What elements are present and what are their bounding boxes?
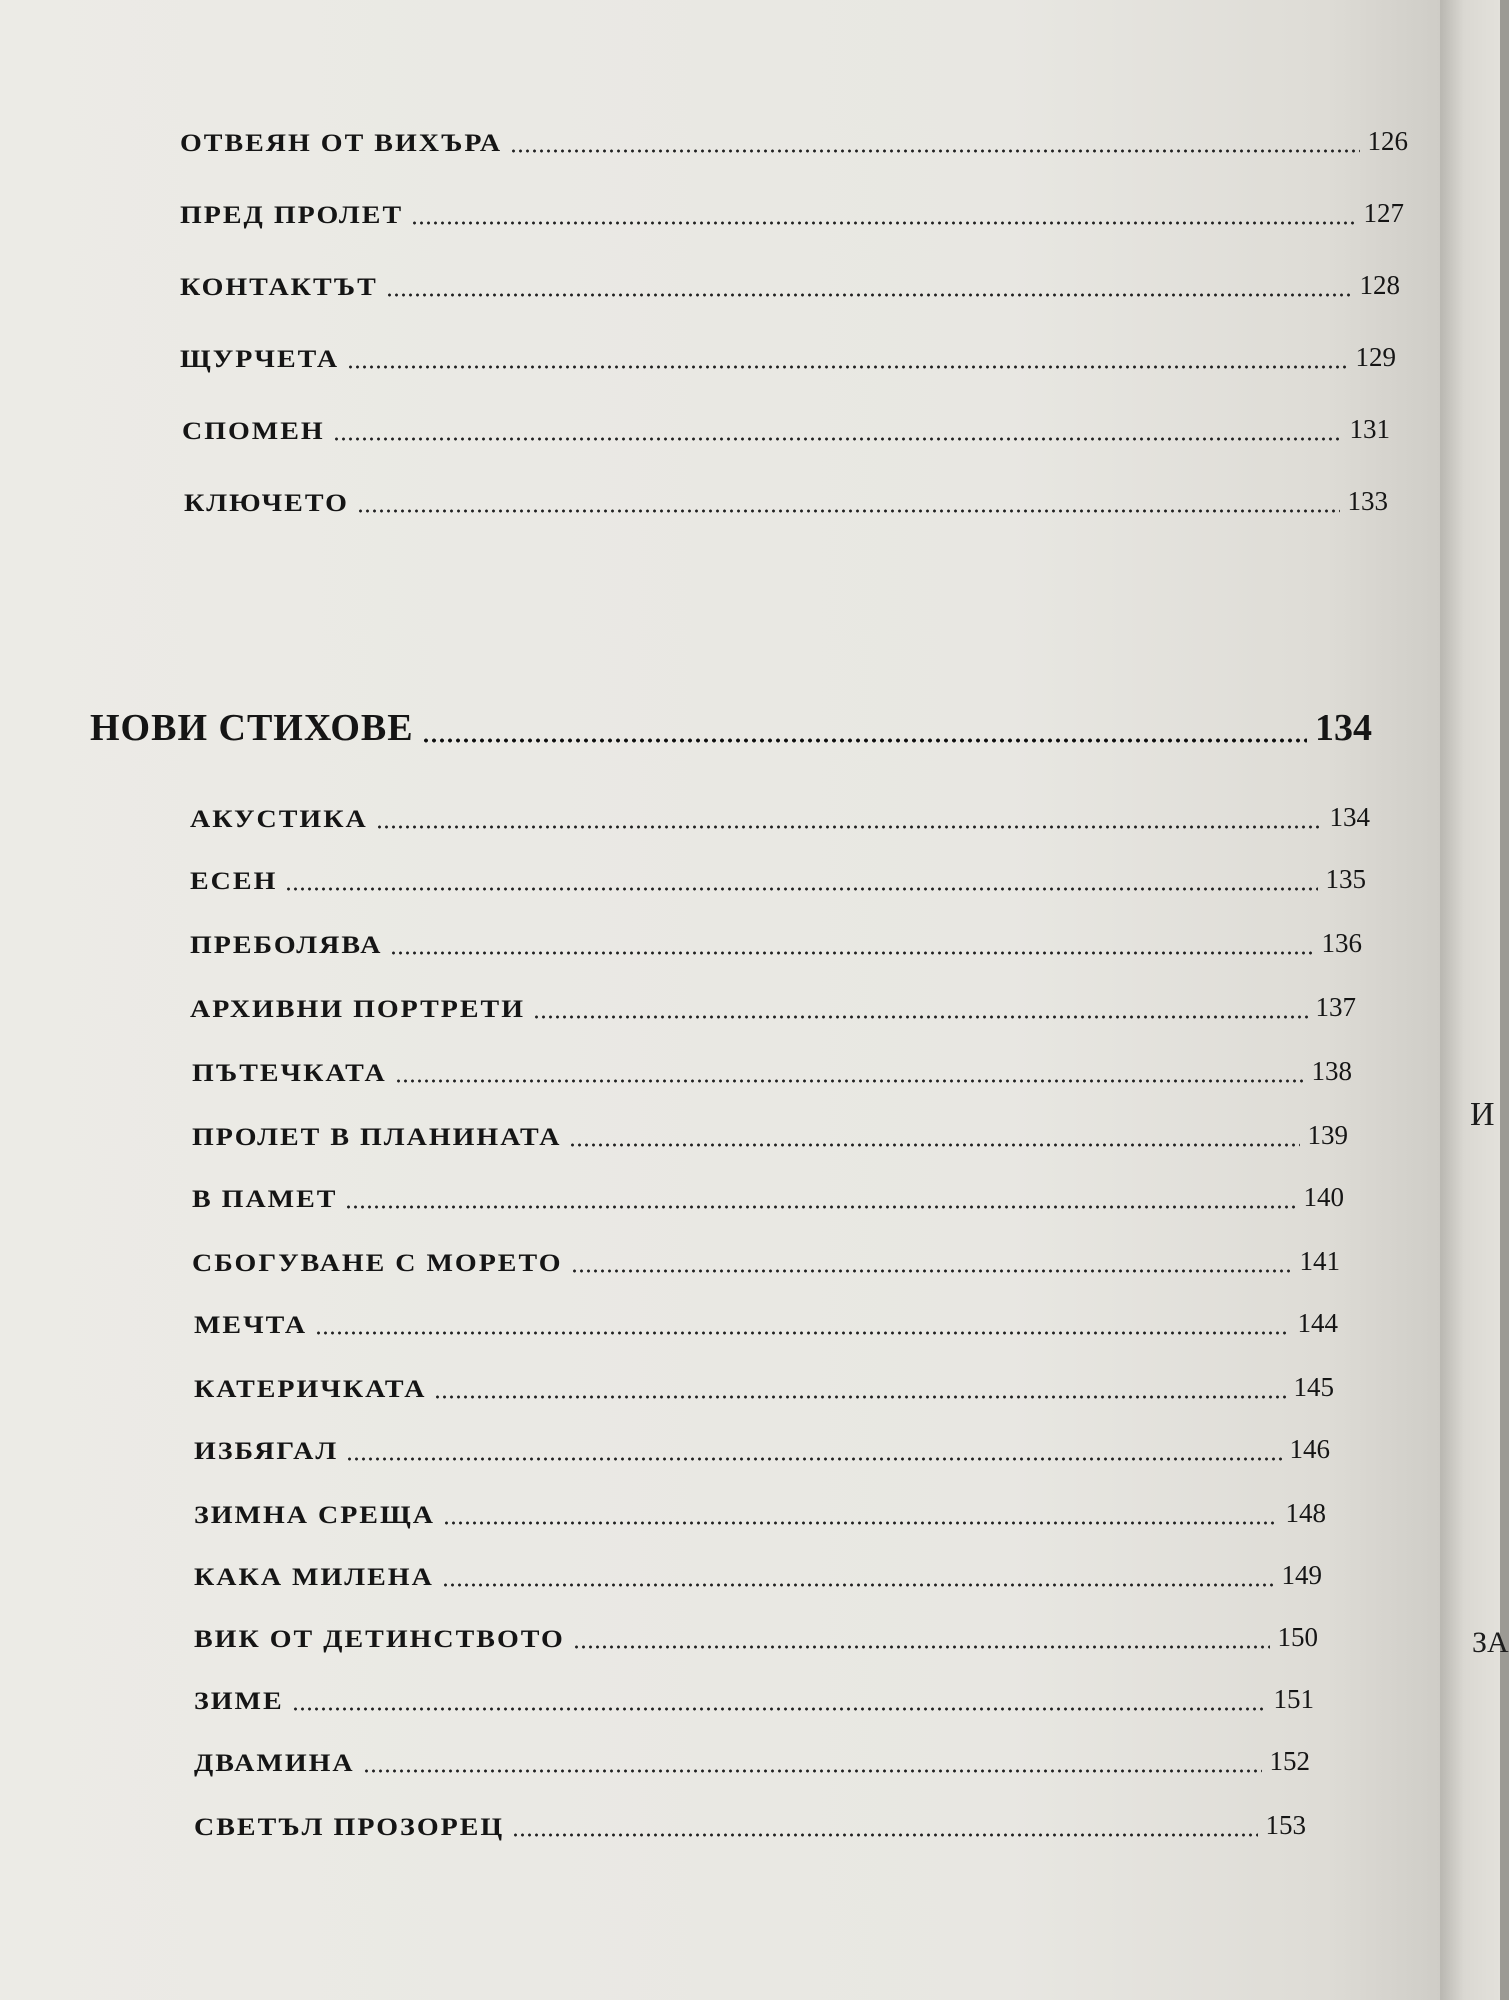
toc-entry-page: 138 xyxy=(1311,1056,1352,1086)
toc-entry-page: 126 xyxy=(1367,126,1408,156)
toc-entry xyxy=(192,1246,1340,1278)
dot-leader xyxy=(443,1520,1278,1526)
toc-entry-title: КЛЮЧЕТО xyxy=(184,489,349,518)
toc-entry-page: 134 xyxy=(1329,802,1370,832)
toc-entry-page: 146 xyxy=(1289,1434,1330,1464)
toc-entry-title: ЗИМЕ xyxy=(194,1687,284,1716)
dot-leader xyxy=(363,1768,1262,1774)
toc-entry-page: 149 xyxy=(1281,1560,1322,1590)
toc-entry xyxy=(192,1120,1348,1152)
section-title: НОВИ СТИХОВЕ xyxy=(90,707,414,749)
dot-leader xyxy=(315,1330,1289,1336)
toc-entry-title: ПЪТЕЧКАТА xyxy=(192,1059,387,1088)
toc-entry-title: КОНТАКТЪТ xyxy=(180,273,378,302)
toc-entry-page: 140 xyxy=(1303,1182,1344,1212)
toc-entry-page: 152 xyxy=(1269,1746,1310,1776)
toc-entry-page: 131 xyxy=(1349,414,1390,444)
dot-leader xyxy=(571,1268,1292,1274)
dot-leader xyxy=(376,824,1322,830)
toc-entry-title: ЗИМНА СРЕЩА xyxy=(194,1501,435,1530)
toc-entry xyxy=(180,126,1408,158)
toc-entry-page: 153 xyxy=(1265,1810,1306,1840)
toc-entry-page: 128 xyxy=(1359,270,1400,300)
toc-entry-page: 139 xyxy=(1307,1120,1348,1150)
dot-leader xyxy=(533,1014,1308,1020)
toc-entry-title: МЕЧТА xyxy=(194,1311,308,1340)
toc-entry-title: ВИК ОТ ДЕТИНСТВОТО xyxy=(194,1625,565,1654)
toc-entry xyxy=(180,198,1404,230)
toc-entry-page: 151 xyxy=(1273,1684,1314,1714)
toc-entry-page: 137 xyxy=(1315,992,1356,1022)
toc-entry xyxy=(192,1056,1352,1088)
toc-entry-title: В ПАМЕТ xyxy=(192,1185,338,1214)
dot-leader xyxy=(573,1644,1270,1650)
toc-entry-title: ЕСЕН xyxy=(190,867,278,896)
dot-leader xyxy=(333,436,1342,442)
dot-leader xyxy=(395,1078,1304,1084)
toc-entry xyxy=(190,802,1370,834)
toc-entry-title: ПРЕБОЛЯВА xyxy=(190,931,383,960)
toc-entry xyxy=(194,1372,1334,1404)
dot-leader xyxy=(386,292,1352,298)
toc-entry-title: ОТВЕЯН ОТ ВИХЪРА xyxy=(180,129,503,158)
dot-leader xyxy=(442,1582,1274,1588)
dot-leader xyxy=(510,148,1359,154)
toc-entry xyxy=(190,864,1366,896)
dot-leader xyxy=(345,1204,1295,1210)
toc-entry-title: КАТЕРИЧКАТА xyxy=(194,1375,427,1404)
toc-entry xyxy=(194,1746,1310,1778)
dot-leader xyxy=(422,737,1307,744)
dot-leader xyxy=(357,508,1340,514)
toc-entry-page: 133 xyxy=(1347,486,1388,516)
toc-entry-page: 145 xyxy=(1293,1372,1334,1402)
toc-entry-title: СВЕТЪЛ ПРОЗОРЕЦ xyxy=(194,1813,505,1842)
adjacent-page-text: И xyxy=(1470,1096,1495,1133)
toc-entry xyxy=(180,270,1400,302)
toc-entry-title: КАКА МИЛЕНА xyxy=(194,1563,434,1592)
adjacent-page-edge xyxy=(1440,0,1509,2000)
dot-leader xyxy=(569,1142,1299,1148)
dot-leader xyxy=(346,1456,1281,1462)
toc-entry-page: 135 xyxy=(1325,864,1366,894)
toc-entry xyxy=(194,1622,1318,1654)
toc-entry-page: 148 xyxy=(1285,1498,1326,1528)
toc-entry xyxy=(194,1498,1326,1530)
toc-entry xyxy=(182,414,1390,446)
toc-entry xyxy=(180,342,1396,374)
toc-entry xyxy=(192,1182,1344,1214)
toc-entry-title: СПОМЕН xyxy=(182,417,325,446)
toc-entry-page: 136 xyxy=(1321,928,1362,958)
toc-entry-title: ПРОЛЕТ В ПЛАНИНАТА xyxy=(192,1123,562,1152)
toc-entry xyxy=(184,486,1388,518)
dot-leader xyxy=(292,1706,1266,1712)
toc-entry xyxy=(194,1434,1330,1466)
toc-entry-title: ДВАМИНА xyxy=(194,1749,355,1778)
toc-section-heading xyxy=(90,706,1372,750)
toc-entry xyxy=(194,1810,1306,1842)
toc-entry xyxy=(194,1684,1314,1716)
toc-entry-page: 127 xyxy=(1363,198,1404,228)
dot-leader xyxy=(411,220,1355,226)
toc-entry-page: 141 xyxy=(1299,1246,1340,1276)
toc-entry-title: ИЗБЯГАЛ xyxy=(194,1437,339,1466)
dot-leader xyxy=(347,364,1347,370)
toc-entry-title: АРХИВНИ ПОРТРЕТИ xyxy=(190,995,525,1024)
section-page: 134 xyxy=(1315,707,1372,749)
toc-entry xyxy=(190,992,1356,1024)
toc-entry-title: СБОГУВАНЕ С МОРЕТО xyxy=(192,1249,563,1278)
dot-leader xyxy=(285,886,1317,892)
toc-entry-page: 129 xyxy=(1355,342,1396,372)
toc-entry-title: АКУСТИКА xyxy=(190,805,368,834)
toc-entry-title: ПРЕД ПРОЛЕТ xyxy=(180,201,404,230)
toc-entry-page: 150 xyxy=(1277,1622,1318,1652)
adjacent-page-text: ЗА xyxy=(1472,1626,1509,1659)
toc-entry xyxy=(194,1560,1322,1592)
dot-leader xyxy=(390,950,1313,956)
toc-entry xyxy=(194,1308,1338,1340)
toc-entry xyxy=(190,928,1362,960)
toc-entry-page: 144 xyxy=(1297,1308,1338,1338)
dot-leader xyxy=(512,1832,1257,1838)
toc-entry-title: ЩУРЧЕТА xyxy=(180,345,340,374)
dot-leader xyxy=(434,1394,1285,1400)
